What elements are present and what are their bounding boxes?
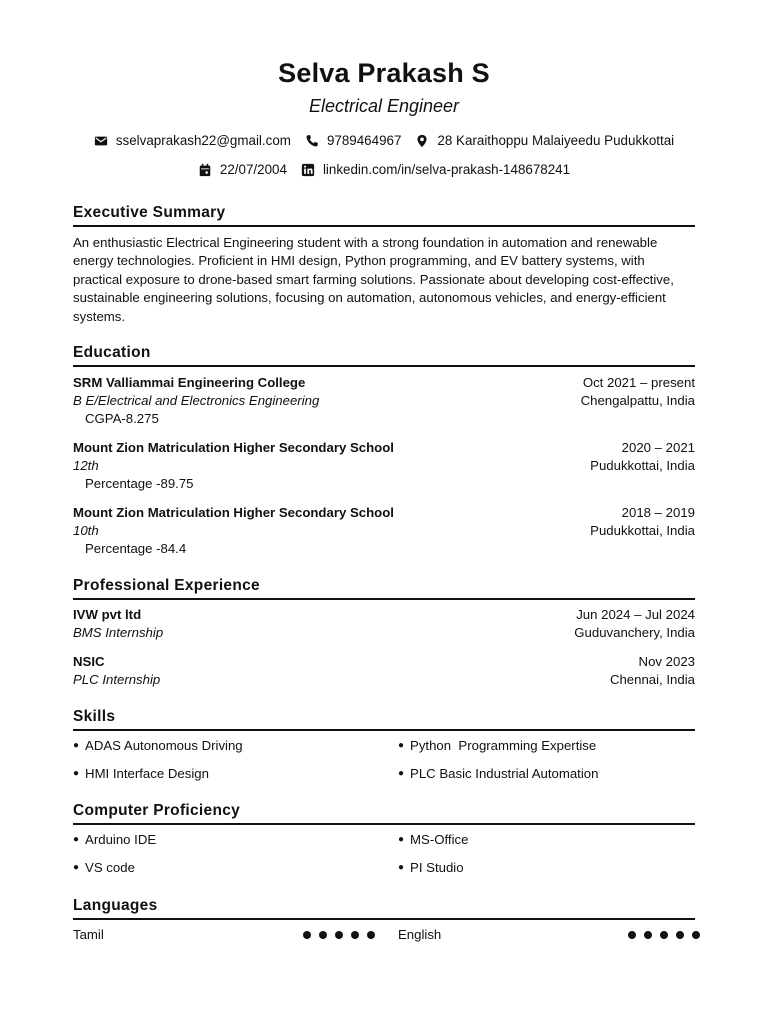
rating-dot [692,931,700,939]
email-contact[interactable] [94,133,291,148]
tool-label: PI Studio [410,860,464,875]
calendar-icon [198,163,212,177]
dob-text: 22/07/2004 [219,162,287,177]
education-degree: 10th [73,523,99,539]
list-item [398,860,464,875]
section-heading-education: Education [73,343,695,367]
tool-label: MS-Office [410,832,469,847]
location-pin-icon [415,134,429,148]
bullet-icon: ● [73,833,80,845]
experience-location: Chennai, India [609,672,695,688]
summary-text: An enthusiastic Electrical Engineering student with a strong foundation in automation and renewable energy technologies. Proficient in HMI design, Python programming, and EV battery systems, with practical exposure to drone-based smart farming solutions. Passionate about developing cost-effective, sustainable engineering solutions, focusing on automation, autonomous vehicles, and energy-efficient systems. [73,235,674,324]
tool-label: Arduino IDE [85,832,157,847]
experience-location: Guduvanchery, India [574,625,695,641]
skill-label: PLC Basic Industrial Automation [410,766,599,781]
contact-row-2 [0,162,768,177]
contact-row-1 [0,133,768,148]
experience-entry [73,606,695,642]
linkedin-contact[interactable] [301,162,570,177]
education-score: CGPA-8.275 [85,411,159,427]
skill-label: Python Programming Expertise [410,738,597,753]
education-date: 2020 – 2021 [621,440,695,455]
education-org: SRM Valliammai Engineering College [73,375,306,390]
rating-dot [628,931,636,939]
bullet-icon: ● [73,767,80,779]
linkedin-text[interactable]: linkedin.com/in/selva-prakash-148678241 [322,162,571,177]
bullet-icon: ● [73,861,80,873]
phone-text[interactable]: 9789464967 [326,133,402,148]
rating-dot [367,931,375,939]
tool-label: VS code [85,860,135,875]
phone-contact[interactable] [305,133,401,148]
education-score: Percentage -89.75 [85,476,194,492]
education-org: Mount Zion Matriculation Higher Secondary School [73,440,394,455]
address-text: 28 Karaithoppu Malaiyeedu Pudukkottai [437,133,675,148]
skill-label: HMI Interface Design [85,766,209,781]
list-item [73,860,135,875]
list-item [398,738,596,753]
education-location: Pudukkottai, India [590,458,695,474]
language-rating [303,931,375,939]
bullet-icon: ● [73,739,80,751]
education-entry [73,439,695,494]
education-location: Chengalpattu, India [580,393,695,409]
education-date: 2018 – 2019 [621,505,695,520]
skill-label: ADAS Autonomous Driving [85,738,243,753]
rating-dot [319,931,327,939]
list-item [73,738,243,753]
language-name: Tamil [73,927,104,942]
candidate-name: Selva Prakash S [278,58,490,88]
experience-role: BMS Internship [73,625,164,641]
email-icon [94,134,108,148]
list-item [398,832,468,847]
experience-date: Nov 2023 [638,654,695,669]
section-heading-skills: Skills [73,707,695,731]
experience-entry [73,653,695,689]
address-contact [415,133,674,148]
section-heading-summary: Executive Summary [73,203,695,227]
rating-dot [676,931,684,939]
bullet-icon: ● [398,833,405,845]
dob-contact [198,162,287,177]
education-location: Pudukkottai, India [590,523,695,539]
experience-date: Jun 2024 – Jul 2024 [576,607,695,622]
bullet-icon: ● [398,767,405,779]
linkedin-icon [301,163,315,177]
rating-dot [303,931,311,939]
education-degree: B E/Electrical and Electronics Engineering [73,393,320,409]
section-heading-experience: Professional Experience [73,576,695,600]
section-heading-computer: Computer Proficiency [73,801,695,825]
list-item [73,832,156,847]
bullet-icon: ● [398,739,405,751]
email-text[interactable]: sselvaprakash22@gmail.com [115,133,291,148]
education-score: Percentage -84.4 [85,541,187,557]
language-name: English [398,927,442,942]
section-heading-languages: Languages [73,896,695,920]
education-org: Mount Zion Matriculation Higher Secondary School [73,505,394,520]
education-date: Oct 2021 – present [582,375,695,390]
candidate-title: Electrical Engineer [308,96,460,116]
rating-dot [335,931,343,939]
phone-icon [305,134,319,148]
bullet-icon: ● [398,861,405,873]
experience-org: IVW pvt ltd [73,607,142,622]
rating-dot [351,931,359,939]
rating-dot [660,931,668,939]
education-entry [73,504,695,559]
education-entry [73,374,695,429]
rating-dot [644,931,652,939]
list-item [398,766,598,781]
education-degree: 12th [73,458,99,474]
experience-role: PLC Internship [73,672,161,688]
experience-org: NSIC [73,654,105,669]
language-rating [628,931,700,939]
list-item [73,766,209,781]
